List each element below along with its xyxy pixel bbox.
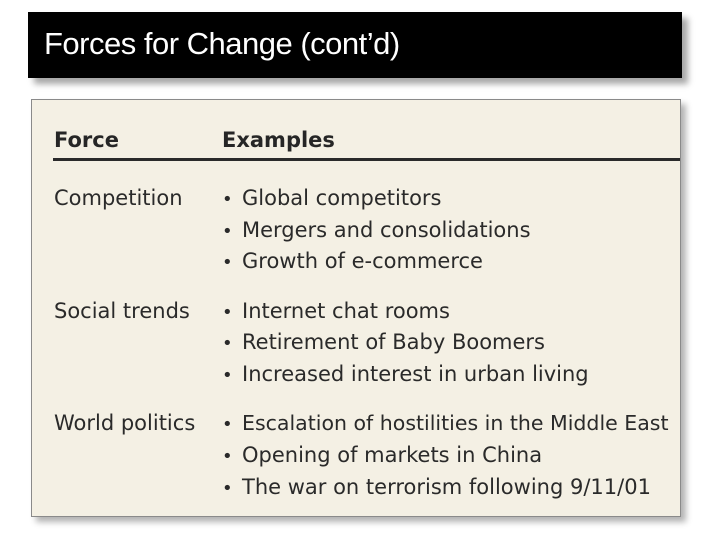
example-text: Retirement of Baby Boomers xyxy=(242,330,546,354)
slide-title: Forces for Change (cont’d) xyxy=(44,26,400,61)
force-label: Social trends xyxy=(54,299,190,323)
example-item xyxy=(222,186,442,210)
bullet-icon: • xyxy=(222,365,233,386)
bullet-icon: • xyxy=(222,189,233,210)
bullet-icon: • xyxy=(222,446,233,467)
example-text: Growth of e-commerce xyxy=(242,249,483,273)
example-text: Global competitors xyxy=(242,186,442,210)
example-item xyxy=(222,443,542,467)
bullet-icon: • xyxy=(222,478,233,499)
bullet-icon: • xyxy=(222,414,233,435)
example-item xyxy=(222,249,483,273)
example-text: Internet chat rooms xyxy=(242,299,450,323)
bullet-icon: • xyxy=(222,221,233,242)
force-label: Competition xyxy=(54,186,183,210)
example-item xyxy=(222,411,669,435)
bullet-icon: • xyxy=(222,252,233,273)
force-label: World politics xyxy=(54,411,196,435)
slide-title-bar xyxy=(28,12,682,78)
header-examples: Examples xyxy=(222,128,335,152)
example-item xyxy=(222,299,450,323)
header-divider xyxy=(53,158,680,161)
example-text: Opening of markets in China xyxy=(242,443,543,467)
example-text: Escalation of hostilities in the Middle East xyxy=(242,411,669,435)
bullet-icon: • xyxy=(222,302,233,323)
forces-table xyxy=(31,99,681,517)
example-text: The war on terrorism following 9/11/01 xyxy=(242,475,651,499)
example-item xyxy=(222,362,589,386)
example-item xyxy=(222,330,545,354)
example-item xyxy=(222,218,531,242)
example-item xyxy=(222,475,651,499)
bullet-icon: • xyxy=(222,333,233,354)
example-text: Mergers and consolidations xyxy=(242,218,531,242)
example-text: Increased interest in urban living xyxy=(242,362,589,386)
table-header-row xyxy=(32,128,680,162)
header-force: Force xyxy=(54,128,119,152)
